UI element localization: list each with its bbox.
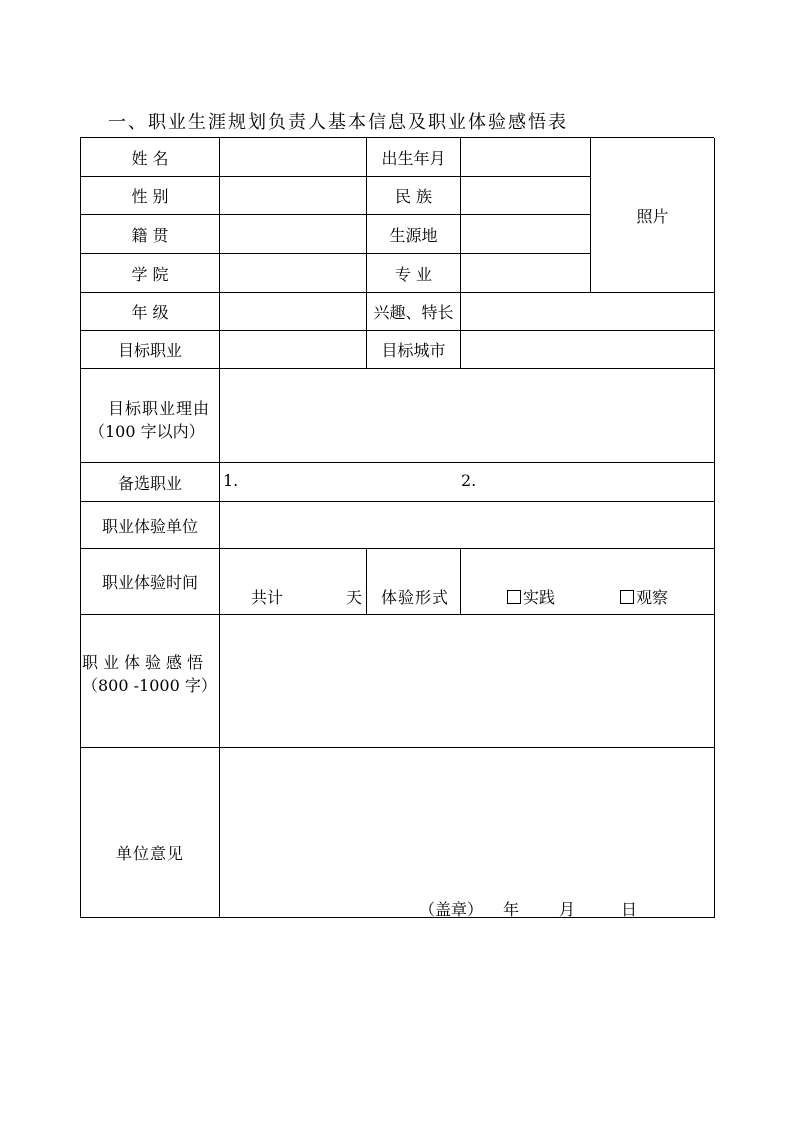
- feeling-field[interactable]: [220, 615, 715, 748]
- label-feeling: [81, 615, 220, 748]
- target-city-field[interactable]: [461, 331, 715, 369]
- opinion-field[interactable]: [220, 748, 715, 918]
- label-seal: （盖章）: [419, 900, 484, 919]
- label-interests: 兴趣、特长: [367, 293, 461, 331]
- feeling-line1: 职业体验感悟: [82, 653, 209, 672]
- label-days: 天: [346, 588, 363, 607]
- reason-line2: （100 字以内）: [89, 421, 205, 441]
- practice-label: 实践: [523, 588, 556, 607]
- label-name: 姓 名: [81, 138, 220, 177]
- gender-field[interactable]: [220, 177, 367, 215]
- reason-line1: 目标职业理由: [107, 398, 210, 418]
- label-grade: 年 级: [81, 293, 220, 331]
- label-photo: 照片: [636, 206, 669, 226]
- label-origin: 生源地: [367, 215, 461, 254]
- alt-job-1: 1.: [223, 471, 239, 490]
- label-native-place: 籍 贯: [81, 215, 220, 254]
- label-target-city: 目标城市: [367, 331, 461, 369]
- info-table: [80, 137, 714, 918]
- label-month: 月: [559, 900, 576, 919]
- observe-option[interactable]: [620, 585, 668, 608]
- observe-checkbox-icon[interactable]: [620, 590, 634, 604]
- photo-box[interactable]: [591, 138, 715, 293]
- form-title: 一、职业生涯规划负责人基本信息及职业体验感悟表: [108, 112, 568, 133]
- label-opinion: [81, 748, 220, 918]
- unit-field[interactable]: [220, 502, 715, 549]
- label-unit: 职业体验单位: [81, 502, 220, 549]
- form-label-text: 体验形式: [381, 588, 450, 607]
- label-target-job: 目标职业: [81, 331, 220, 369]
- label-total: 共计: [251, 588, 284, 607]
- practice-option[interactable]: [507, 585, 555, 608]
- label-form: [367, 549, 461, 615]
- observe-label: 观察: [636, 588, 669, 607]
- birth-field[interactable]: [461, 138, 591, 177]
- label-reason: [81, 369, 220, 463]
- label-alt-job: 备选职业: [81, 463, 220, 502]
- interests-field[interactable]: [461, 293, 715, 331]
- major-field[interactable]: [461, 254, 591, 293]
- alt-job-2: 2.: [461, 471, 477, 490]
- label-birth: 出生年月: [367, 138, 461, 177]
- label-ethnicity: 民 族: [367, 177, 461, 215]
- label-gender: 性 别: [81, 177, 220, 215]
- name-field[interactable]: [220, 138, 367, 177]
- target-job-field[interactable]: [220, 331, 367, 369]
- feeling-line2: （800 -1000 字）: [82, 676, 217, 695]
- label-day: 日: [621, 900, 638, 919]
- label-major: 专 业: [367, 254, 461, 293]
- origin-field[interactable]: [461, 215, 591, 254]
- grade-field[interactable]: [220, 293, 367, 331]
- reason-field[interactable]: [220, 369, 715, 463]
- label-college: 学 院: [81, 254, 220, 293]
- ethnicity-field[interactable]: [461, 177, 591, 215]
- label-time: 职业体验时间: [81, 549, 220, 615]
- opinion-text: 单位意见: [116, 844, 185, 863]
- time-field[interactable]: [220, 549, 367, 615]
- practice-checkbox-icon[interactable]: [507, 590, 521, 604]
- college-field[interactable]: [220, 254, 367, 293]
- label-year: 年: [503, 900, 520, 919]
- alt-job-field[interactable]: [220, 463, 715, 502]
- native-place-field[interactable]: [220, 215, 367, 254]
- form-options: [461, 549, 715, 615]
